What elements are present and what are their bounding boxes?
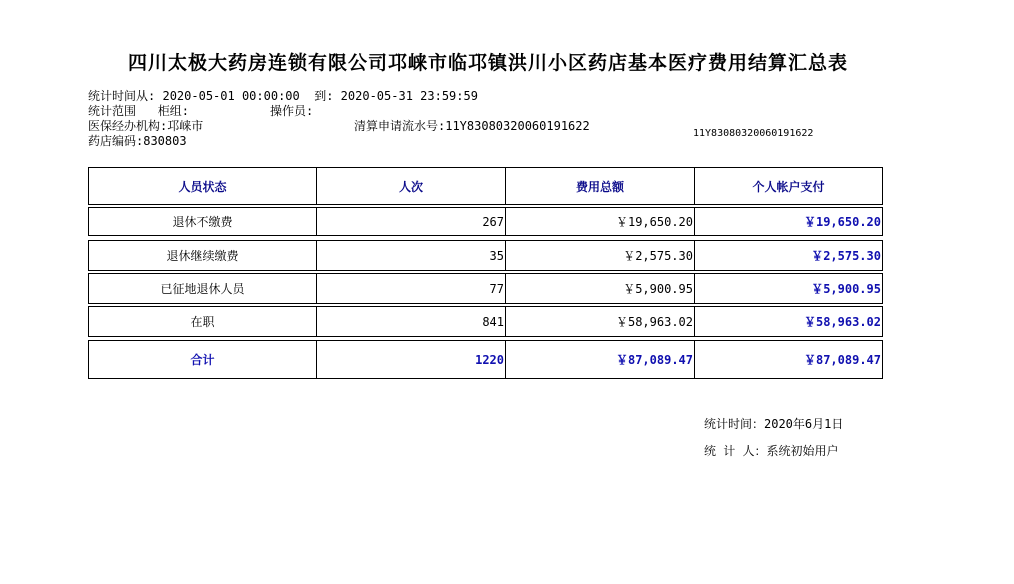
row-total: ￥19,650.20 bbox=[505, 208, 694, 235]
total-personal: ￥87,089.47 bbox=[694, 341, 882, 378]
table-row bbox=[88, 306, 883, 337]
row-count: 267 bbox=[316, 208, 505, 235]
period-line bbox=[88, 89, 478, 104]
store-code-label: 药店编码: bbox=[88, 134, 144, 148]
row-count: 841 bbox=[316, 307, 505, 336]
serial-line bbox=[354, 119, 590, 134]
header-count: 人次 bbox=[316, 168, 505, 204]
agency-label: 医保经办机构: bbox=[88, 119, 168, 133]
row-status: 退休继续缴费 bbox=[166, 249, 239, 263]
row-total: ￥2,575.30 bbox=[505, 241, 694, 270]
stat-time: 统计时间：2020年6月1日 bbox=[704, 417, 844, 431]
row-total: ￥5,900.95 bbox=[505, 274, 694, 303]
total-label: 合计 bbox=[190, 353, 215, 367]
table-row bbox=[88, 207, 883, 236]
period-to: 2020-05-31 23:59:59 bbox=[340, 89, 478, 103]
period-label: 统计时间从: bbox=[88, 89, 156, 103]
serial-value: 11Y83080320060191622 bbox=[445, 119, 590, 133]
scope-line bbox=[88, 104, 189, 119]
header-status: 人员状态 bbox=[178, 179, 227, 194]
row-status: 在职 bbox=[190, 315, 215, 329]
operator-label: 操作员: bbox=[270, 104, 314, 118]
table-header bbox=[88, 167, 883, 205]
row-personal: ￥2,575.30 bbox=[694, 241, 882, 270]
serial-label: 清算申请流水号: bbox=[354, 119, 446, 133]
counter-label: 柜组: bbox=[157, 104, 189, 118]
total-count: 1220 bbox=[316, 341, 505, 378]
header-total: 费用总额 bbox=[505, 168, 694, 204]
row-personal: ￥19,650.20 bbox=[694, 208, 882, 235]
row-personal: ￥58,963.02 bbox=[694, 307, 882, 336]
row-status: 退休不缴费 bbox=[172, 215, 233, 229]
store-code-value: 830803 bbox=[143, 134, 187, 148]
table-row bbox=[88, 240, 883, 271]
agency-line bbox=[88, 119, 203, 134]
period-from: 2020-05-01 00:00:00 bbox=[162, 89, 300, 103]
table-total-row bbox=[88, 340, 883, 379]
serial-small: 11Y83080320060191622 bbox=[693, 128, 814, 139]
table-row bbox=[88, 273, 883, 304]
store-code-line bbox=[88, 134, 187, 149]
scope-label: 统计范围 bbox=[88, 104, 137, 118]
report-title: 四川太极大药房连锁有限公司邛崃市临邛镇洪川小区药店基本医疗费用结算汇总表 bbox=[127, 52, 848, 74]
header-personal: 个人帐户支付 bbox=[694, 168, 882, 204]
period-to-label: 到: bbox=[314, 89, 334, 103]
row-personal: ￥5,900.95 bbox=[694, 274, 882, 303]
row-status: 已征地退休人员 bbox=[160, 282, 245, 296]
agency-value: 邛崃市 bbox=[167, 119, 204, 133]
total-total: ￥87,089.47 bbox=[505, 341, 694, 378]
row-total: ￥58,963.02 bbox=[505, 307, 694, 336]
stat-person: 统 计 人：系统初始用户 bbox=[704, 444, 839, 458]
row-count: 35 bbox=[316, 241, 505, 270]
row-count: 77 bbox=[316, 274, 505, 303]
